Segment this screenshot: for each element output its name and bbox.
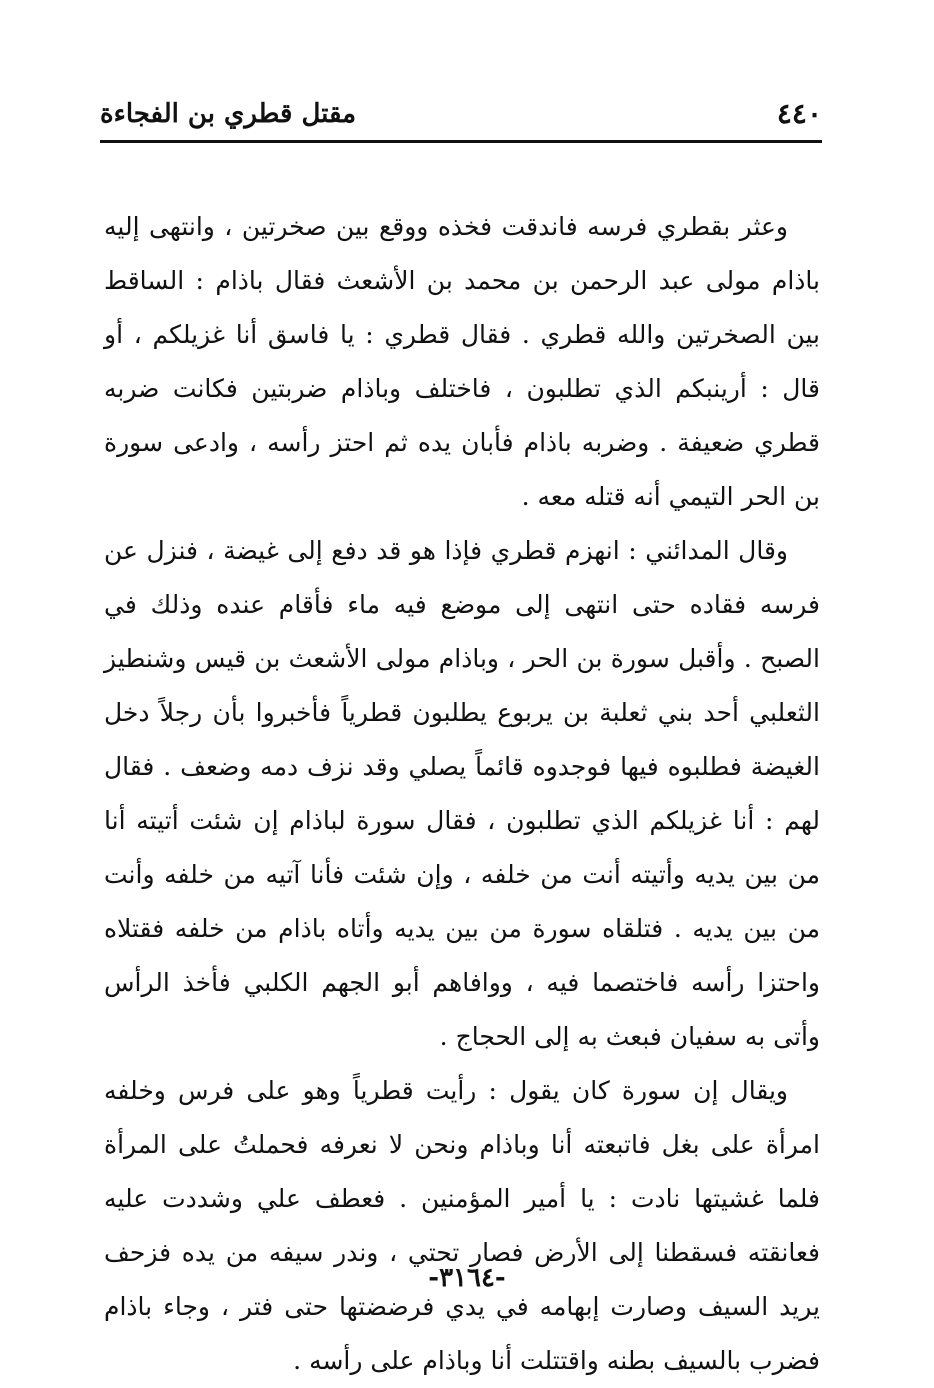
header-page-number: ٤٤٠ — [776, 97, 822, 130]
header-title: مقتل قطري بن الفجاءة — [100, 99, 357, 129]
paragraph-3: ويقال إن سورة كان يقول : رأيت قطرياً وهو على فرس وخلفه امرأة على بغل فاتبعته أنا وباذام ونحن لا نعرفه فحملتُ على المرأة فلما غشيتها نادت : يا أمير المؤمنين . فعطف علي وشددت عليه فعانقته فسقطنا إلى الأرض فصار تحتي ، وندر سيفه من يده فزحف يريد السيف وصارت إبهامه في يدي فرضضتها حتى فتر ، وجاء باذام فضرب بالسيف بطنه واقتتلت أنا وباذام على رأسه . — [104, 1076, 820, 1375]
header-rule — [100, 140, 822, 143]
paragraph-1: وعثر بقطري فرسه فاندقت فخذه ووقع بين صخرتين ، وانتهى إليه باذام مولى عبد الرحمن بن محمد بن الأشعث فقال باذام : الساقط بين الصخرتين والله قطري . فقال قطري : يا فاسق أنا غزيلكم ، أو قال : أرينبكم الذي تطلبون ، فاختلف وباذام ضربتين فكانت ضربه قطري ضعيفة . وضربه باذام فأبان يده ثم احتز رأسه ، وادعى سورة بن الحر التيمي أنه قتله معه . — [104, 212, 820, 511]
footer-page-number: -٣١٦٤- — [428, 1263, 506, 1293]
paragraph-2: وقال المدائني : انهزم قطري فإذا هو قد دفع إلى غيضة ، فنزل عن فرسه فقاده حتى انتهى إلى موضع فيه ماء فأقام عنده وذلك في الصبح . وأقبل سورة بن الحر ، وباذام مولى الأشعث بن قيس وشنطيز الثعلبي أحد بني ثعلبة بن يربوع يطلبون قطرياً فأخبروا بأن رجلاً دخل الغيضة فطلبوه فيها فوجدوه قائماً يصلي وقد نزف دمه وضعف . فقال لهم : أنا غزيلكم الذي تطلبون ، فقال سورة لباذام إن شئت أتيته أنا من بين يديه وأتيته أنت من خلفه ، وإن شئت فأنا آتيه من خلفه وأنت من بين يديه . فتلقاه سورة من بين يديه وأتاه باذام من خلفه فقتلاه واحتزا رأسه فاختصما فيه ، ووافاهم أبو الجهم الكلبي فأخذ الرأس وأتى به سفيان فبعث به إلى الحجاج . — [104, 536, 820, 1051]
body-text — [104, 200, 820, 1388]
running-header — [100, 92, 822, 136]
